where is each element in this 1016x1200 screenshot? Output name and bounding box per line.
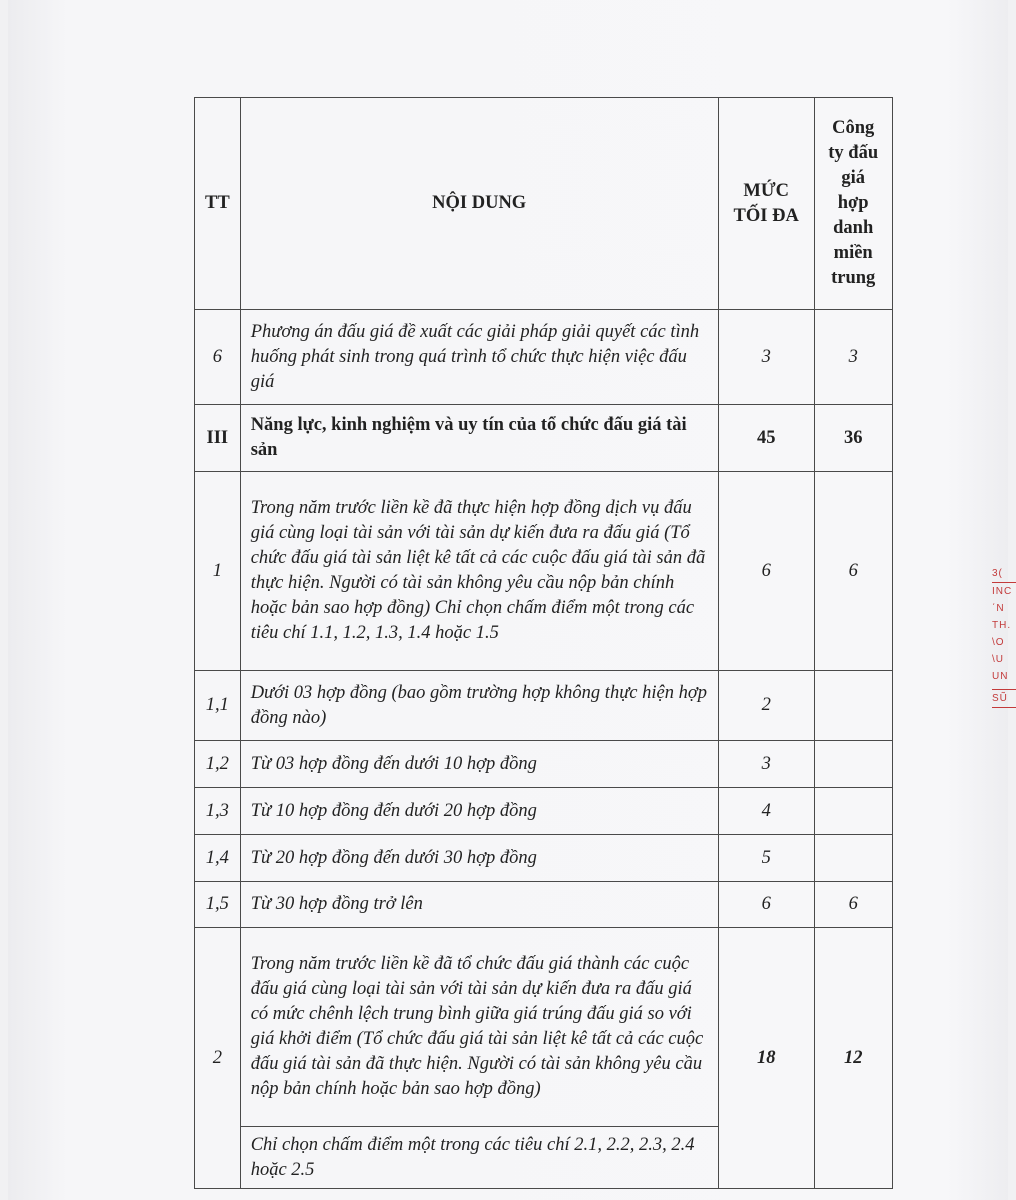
row-score: 36 bbox=[814, 405, 892, 472]
stamp-text: TH. bbox=[992, 620, 1012, 631]
row-tt: 6 bbox=[195, 310, 241, 405]
stamp-text: SŨ bbox=[992, 689, 1016, 708]
header-company-line: Công bbox=[832, 118, 875, 138]
row-sub-content: Chỉ chọn chấm điểm một trong các tiêu chí 2.1, 2.2, 2.3, 2.4 hoặc 2.5 bbox=[240, 1127, 718, 1189]
stamp-text: UN bbox=[992, 671, 1009, 682]
row-max: 2 bbox=[718, 671, 814, 741]
row-score: 6 bbox=[814, 472, 892, 671]
table-row bbox=[195, 310, 893, 405]
header-max-line-1: MỨC bbox=[743, 180, 789, 201]
row-tt: 1,1 bbox=[195, 671, 241, 741]
row-content: Dưới 03 hợp đồng (bao gồm trường hợp không thực hiện hợp đồng nào) bbox=[240, 671, 718, 741]
row-max: 3 bbox=[718, 741, 814, 788]
row-tt: 1,4 bbox=[195, 835, 241, 882]
row-tt: 1,5 bbox=[195, 882, 241, 928]
row-max: 6 bbox=[718, 882, 814, 928]
header-content: NỘI DUNG bbox=[240, 98, 718, 310]
row-max: 45 bbox=[718, 405, 814, 472]
header-company-line: ty đấu bbox=[828, 143, 879, 163]
row-max: 5 bbox=[718, 835, 814, 882]
table-row bbox=[195, 788, 893, 835]
row-tt: 1,2 bbox=[195, 741, 241, 788]
header-company-line: miền bbox=[833, 243, 873, 263]
header-company-line: hợp bbox=[837, 193, 869, 213]
header-company bbox=[814, 98, 892, 310]
row-content: Từ 10 hợp đồng đến dưới 20 hợp đồng bbox=[240, 788, 718, 835]
row-content: Trong năm trước liền kề đã tổ chức đấu giá thành các cuộc đấu giá cùng loại tài sản với tài sản dự kiến đưa ra đấu giá có mức chênh lệch trung bình giữa giá trúng đấu giá so với giá khởi điểm (Tổ chức đấu giá tài sản liệt kê tất cả các cuộc đấu giá tài sản đã thực hiện. Người có tài sản không yêu cầu nộp bản chính hoặc bản sao hợp đồng) bbox=[240, 928, 718, 1127]
row-tt: 1 bbox=[195, 472, 241, 671]
table-row bbox=[195, 741, 893, 788]
header-company-line: trung bbox=[831, 268, 876, 288]
header-company-line: giá bbox=[841, 168, 865, 188]
table-row bbox=[195, 671, 893, 741]
row-content: Từ 20 hợp đồng đến dưới 30 hợp đồng bbox=[240, 835, 718, 882]
header-max-line-2: TỐI ĐA bbox=[733, 205, 799, 226]
row-score bbox=[814, 671, 892, 741]
stamp-text: \O bbox=[992, 637, 1005, 648]
row-tt: III bbox=[195, 405, 241, 472]
scoring-table bbox=[194, 97, 893, 1189]
table-row bbox=[195, 928, 893, 1127]
row-score: 3 bbox=[814, 310, 892, 405]
table-row bbox=[195, 405, 893, 472]
table-row bbox=[195, 835, 893, 882]
row-content: Phương án đấu giá đề xuất các giải pháp giải quyết các tình huống phát sinh trong quá trình tổ chức thực hiện việc đấu giá bbox=[240, 310, 718, 405]
row-score bbox=[814, 835, 892, 882]
stamp-text: 3( bbox=[992, 565, 1016, 583]
row-tt: 1,3 bbox=[195, 788, 241, 835]
row-max: 4 bbox=[718, 788, 814, 835]
table-row bbox=[195, 882, 893, 928]
row-content: Trong năm trước liền kề đã thực hiện hợp đồng dịch vụ đấu giá cùng loại tài sản với tài sản dự kiến đưa ra đấu giá (Tổ chức đấu giá tài sản liệt kê tất cả các cuộc đấu giá tài sản đã thực hiện. Người có tài sản không yêu cầu nộp bản chính hoặc bản sao hợp đồng) Chỉ chọn chấm điểm một trong các tiêu chí 1.1, 1.2, 1.3, 1.4 hoặc 1.5 bbox=[240, 472, 718, 671]
row-max: 6 bbox=[718, 472, 814, 671]
row-content: Từ 30 hợp đồng trở lên bbox=[240, 882, 718, 928]
row-content: Năng lực, kinh nghiệm và uy tín của tổ chức đấu giá tài sản bbox=[240, 405, 718, 472]
row-tt: 2 bbox=[195, 928, 241, 1189]
header-company-line: danh bbox=[833, 218, 874, 238]
document-page bbox=[8, 0, 1013, 1200]
stamp-text: ΄N bbox=[992, 603, 1005, 614]
stamp-text: INC bbox=[992, 586, 1013, 597]
row-max: 18 bbox=[718, 928, 814, 1189]
row-max: 3 bbox=[718, 310, 814, 405]
row-score bbox=[814, 741, 892, 788]
header-max-level bbox=[718, 98, 814, 310]
table-row bbox=[195, 472, 893, 671]
stamp-text: \U bbox=[992, 654, 1004, 665]
header-tt: TT bbox=[195, 98, 241, 310]
row-score bbox=[814, 788, 892, 835]
red-stamp-fragment bbox=[992, 565, 1016, 708]
table-header-row bbox=[195, 98, 893, 310]
row-content: Từ 03 hợp đồng đến dưới 10 hợp đồng bbox=[240, 741, 718, 788]
row-score: 12 bbox=[814, 928, 892, 1189]
row-score: 6 bbox=[814, 882, 892, 928]
